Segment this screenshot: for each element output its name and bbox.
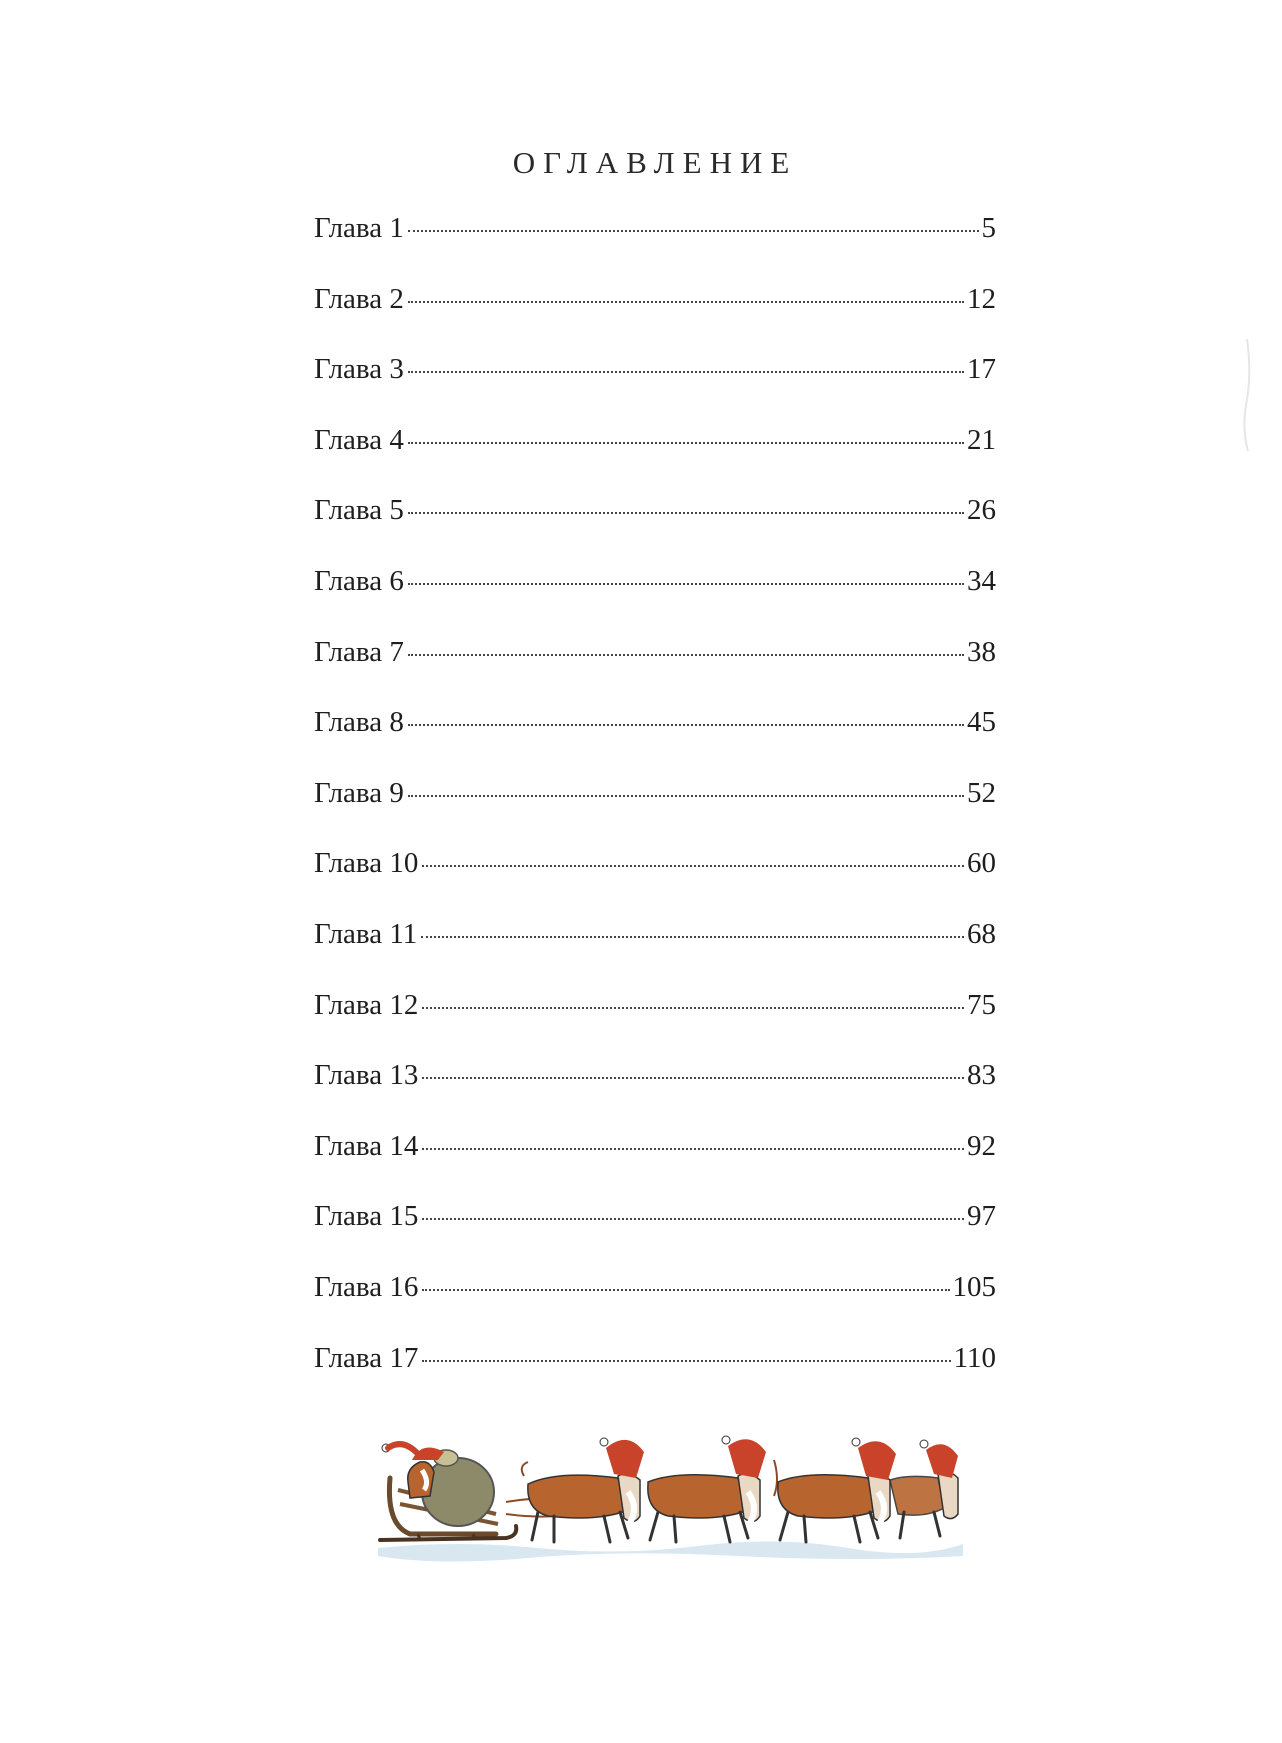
- toc-entry[interactable]: [314, 1059, 996, 1130]
- page-number: 92: [967, 1129, 996, 1162]
- chapter-title: Глава 3: [314, 353, 404, 386]
- chapter-title: Глава 11: [314, 917, 418, 950]
- dot-leader: [422, 1007, 964, 1009]
- dot-leader: [422, 1077, 964, 1079]
- page-number: 17: [967, 353, 996, 386]
- dot-leader: [408, 301, 964, 303]
- page-number: 26: [967, 494, 996, 527]
- toc-entry[interactable]: [314, 353, 996, 424]
- page-title: ОГЛАВЛЕНИЕ: [512, 145, 798, 180]
- toc-entry[interactable]: [314, 1130, 996, 1201]
- chapter-title: Глава 16: [314, 1270, 419, 1303]
- toc-entry[interactable]: [314, 1200, 996, 1271]
- dot-leader: [421, 936, 964, 938]
- dot-leader: [422, 1289, 949, 1291]
- dot-leader: [408, 654, 964, 656]
- dot-leader: [422, 1148, 964, 1150]
- toc-entry[interactable]: [314, 424, 996, 495]
- page-number: 60: [967, 847, 996, 880]
- dot-leader: [422, 1360, 950, 1362]
- chapter-title: Глава 8: [314, 706, 404, 739]
- toc-entry[interactable]: [314, 706, 996, 777]
- dot-leader: [408, 583, 964, 585]
- dot-leader: [408, 795, 964, 797]
- page-number: 38: [967, 635, 996, 668]
- toc-entry[interactable]: [314, 777, 996, 848]
- page-number: 83: [967, 1059, 996, 1092]
- chapter-title: Глава 4: [314, 423, 404, 456]
- cow-icon: [522, 1438, 644, 1542]
- page-number: 45: [967, 706, 996, 739]
- chapter-title: Глава 17: [314, 1341, 419, 1374]
- dot-leader: [408, 442, 964, 444]
- page-number: 21: [967, 423, 996, 456]
- chapter-title: Глава 2: [314, 282, 404, 315]
- toc-entry[interactable]: [314, 494, 996, 565]
- page-number: 68: [967, 917, 996, 950]
- page-number: 5: [981, 212, 996, 244]
- cow-icon: [890, 1440, 958, 1538]
- page-number: 97: [967, 1200, 996, 1233]
- dot-leader: [408, 230, 979, 232]
- page-number: 110: [953, 1341, 996, 1374]
- page-edge-mark-icon: [1238, 335, 1256, 455]
- dot-leader: [422, 1218, 964, 1220]
- chapter-title: Глава 12: [314, 988, 419, 1021]
- page-number: 75: [967, 988, 996, 1021]
- chapter-title: Глава 15: [314, 1200, 419, 1233]
- toc-entry[interactable]: [314, 1342, 996, 1413]
- chapter-title: Глава 14: [314, 1129, 419, 1162]
- cow-icon: [778, 1438, 896, 1542]
- table-of-contents: [314, 212, 996, 1412]
- toc-entry[interactable]: [314, 565, 996, 636]
- page-number: 105: [952, 1270, 996, 1303]
- chapter-title: Глава 13: [314, 1059, 419, 1092]
- toc-entry[interactable]: [314, 212, 996, 283]
- chapter-title: Глава 6: [314, 564, 404, 597]
- chapter-title: Глава 7: [314, 635, 404, 668]
- toc-entry[interactable]: [314, 847, 996, 918]
- chapter-title: Глава 5: [314, 494, 404, 527]
- toc-entry[interactable]: [314, 636, 996, 707]
- page-number: 34: [967, 564, 996, 597]
- toc-entry[interactable]: [314, 283, 996, 354]
- toc-entry[interactable]: [314, 918, 996, 989]
- toc-entry[interactable]: [314, 1271, 996, 1342]
- santa-sleigh-illustration-icon: [378, 1430, 963, 1565]
- dot-leader: [408, 512, 964, 514]
- chapter-title: Глава 9: [314, 776, 404, 809]
- chapter-title: Глава 1: [314, 212, 404, 244]
- dot-leader: [408, 724, 964, 726]
- toc-entry[interactable]: [314, 989, 996, 1060]
- page-number: 12: [967, 282, 996, 315]
- cow-icon: [648, 1436, 777, 1542]
- page-number: 52: [967, 776, 996, 809]
- dot-leader: [408, 371, 964, 373]
- chapter-title: Глава 10: [314, 847, 419, 880]
- dot-leader: [422, 865, 964, 867]
